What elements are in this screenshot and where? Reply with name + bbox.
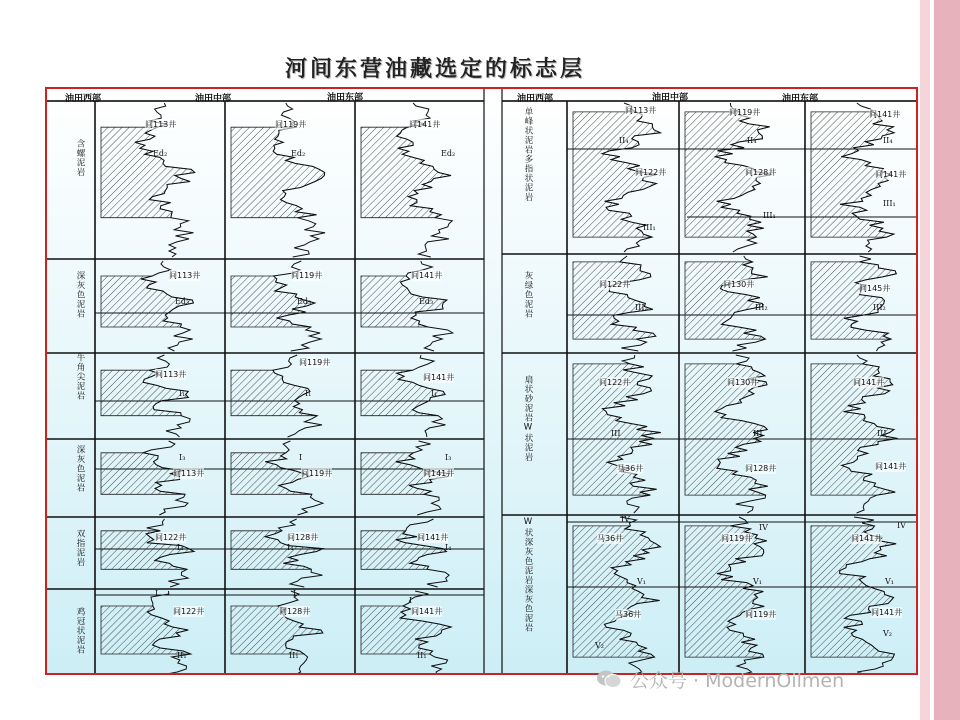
marker-label: IV xyxy=(621,515,630,524)
well-label: 间113井 xyxy=(625,106,657,115)
marker-label: I₄ xyxy=(287,543,294,552)
well-label: 间128井 xyxy=(279,607,311,616)
row-label-niu-jiao-jian-mudstone: 牛角尖泥岩 xyxy=(75,353,85,401)
marker-label: I xyxy=(293,589,297,598)
well-label: 马36井 xyxy=(615,610,642,619)
well-label: 间141井 xyxy=(411,271,443,280)
marker-label: Ed₂ xyxy=(441,149,456,158)
right-header-west: 油田西部 xyxy=(517,94,554,104)
marker-label: I₁ xyxy=(431,389,438,398)
well-label: 间119井 xyxy=(299,358,331,367)
marker-label: II₁ xyxy=(177,651,187,660)
row-label-dark-grey-mudstone-1: 深灰色泥岩 xyxy=(75,271,85,319)
marker-label: V₁ xyxy=(885,577,894,586)
marker-label: III xyxy=(877,429,887,438)
well-label: 间122井 xyxy=(599,280,631,289)
marker-label: I₁ xyxy=(179,389,186,398)
well-label: 间130井 xyxy=(727,378,759,387)
row-label-cockscomb-mudstone: 鸡冠状泥岩 xyxy=(75,607,85,655)
marker-label: Ed₂ xyxy=(291,149,306,158)
well-label: 间119井 xyxy=(301,469,333,478)
marker-label: V₁ xyxy=(637,577,646,586)
well-label: 间141井 xyxy=(875,170,907,179)
well-label: 间113井 xyxy=(173,469,205,478)
well-label: 间141井 xyxy=(423,469,455,478)
marker-label: Ed₂ xyxy=(153,149,168,158)
well-label: 间122井 xyxy=(155,533,187,542)
side-stripe-outer xyxy=(934,0,960,720)
well-label: 间130井 xyxy=(723,280,755,289)
well-label: 间141井 xyxy=(417,533,449,542)
left-header-central: 油田中部 xyxy=(195,94,232,104)
wechat-icon xyxy=(596,669,622,689)
marker-label: II₄ xyxy=(883,136,893,145)
marker-label: II₁ xyxy=(289,651,299,660)
marker-label: III₂ xyxy=(873,303,886,312)
marker-label: III xyxy=(611,429,621,438)
well-label: 间113井 xyxy=(169,271,201,280)
marker-label: III₁ xyxy=(643,223,656,232)
well-label: 马36井 xyxy=(617,464,644,473)
well-label: 间141井 xyxy=(875,462,907,471)
well-label: 间128井 xyxy=(287,533,319,542)
row-label-han-luo-mudstone: 含螺泥岩 xyxy=(75,139,85,177)
marker-label: Ed₃ xyxy=(419,297,434,306)
right-header-east: 油田东部 xyxy=(782,94,819,104)
well-label: 间141井 xyxy=(871,608,903,617)
log-correlation-diagram xyxy=(47,89,918,675)
marker-label: Ed₃ xyxy=(297,297,312,306)
well-label: 间141井 xyxy=(411,607,443,616)
marker-label: V₂ xyxy=(883,629,892,638)
diagram-frame xyxy=(45,87,918,675)
marker-label: V₂ xyxy=(595,641,604,650)
marker-label: III₁ xyxy=(883,199,896,208)
marker-label: Ed₃ xyxy=(175,297,190,306)
well-label: 间119井 xyxy=(275,120,307,129)
marker-label: III₁ xyxy=(763,211,776,220)
marker-label: I₄ xyxy=(445,543,452,552)
marker-label: I₄ xyxy=(177,543,184,552)
marker-label: IV xyxy=(897,521,906,530)
well-label: 间141井 xyxy=(869,110,901,119)
marker-label: II₁ xyxy=(417,651,427,660)
well-label: 间122井 xyxy=(599,378,631,387)
well-label: 间119井 xyxy=(729,108,761,117)
marker-label: I xyxy=(409,596,413,605)
row-label-w-dark-grey-mudstone: W状深灰色泥岩深灰色泥岩 xyxy=(523,517,533,633)
row-label-single-peak-multi-finger: 单峰状泥岩多指状泥岩 xyxy=(523,107,533,202)
marker-label: II₄ xyxy=(747,136,757,145)
marker-label: III₂ xyxy=(755,303,768,312)
well-label: 间141井 xyxy=(853,378,885,387)
well-label: 间122井 xyxy=(635,168,667,177)
well-label: 间145井 xyxy=(859,284,891,293)
row-label-fan-sand-w-mudstone: 扇状砂泥岩W状泥岩 xyxy=(523,375,533,462)
well-label: 马36井 xyxy=(597,534,624,543)
row-label-double-finger-mudstone: 双指泥岩 xyxy=(75,529,85,567)
well-label: 间119井 xyxy=(291,271,323,280)
well-label: 间113井 xyxy=(155,370,187,379)
well-label: 间119井 xyxy=(745,610,777,619)
marker-label: I₃ xyxy=(445,453,452,462)
well-label: 间141井 xyxy=(423,373,455,382)
well-label: 间141井 xyxy=(851,534,883,543)
well-label: 间113井 xyxy=(145,120,177,129)
well-label: 间128井 xyxy=(745,464,777,473)
row-label-grey-green-mudstone: 灰绿色泥岩 xyxy=(523,271,533,319)
marker-label: V₁ xyxy=(753,577,762,586)
marker-label: III xyxy=(753,429,763,438)
slide-title: 河间东营油藏选定的标志层 xyxy=(284,56,585,82)
side-stripe-inner xyxy=(920,0,930,720)
row-label-dark-grey-mudstone-2: 深灰色泥岩 xyxy=(75,445,85,493)
right-header-central: 油田中部 xyxy=(652,93,689,103)
well-label: 间128井 xyxy=(745,168,777,177)
left-header-east: 油田东部 xyxy=(327,93,364,103)
marker-label: IV xyxy=(759,523,768,532)
marker-label: I₁ xyxy=(305,389,312,398)
marker-label: I₃ xyxy=(179,453,186,462)
well-label: 间122井 xyxy=(173,607,205,616)
marker-label: III₂ xyxy=(635,303,648,312)
well-label: 间119井 xyxy=(721,534,753,543)
marker-label: I xyxy=(155,589,159,598)
watermark-text: 公众号 · ModernOilmen xyxy=(630,670,845,692)
marker-label: I xyxy=(299,453,303,462)
marker-label: II₄ xyxy=(619,136,629,145)
left-header-west: 油田西部 xyxy=(65,94,102,104)
well-label: 间141井 xyxy=(409,120,441,129)
